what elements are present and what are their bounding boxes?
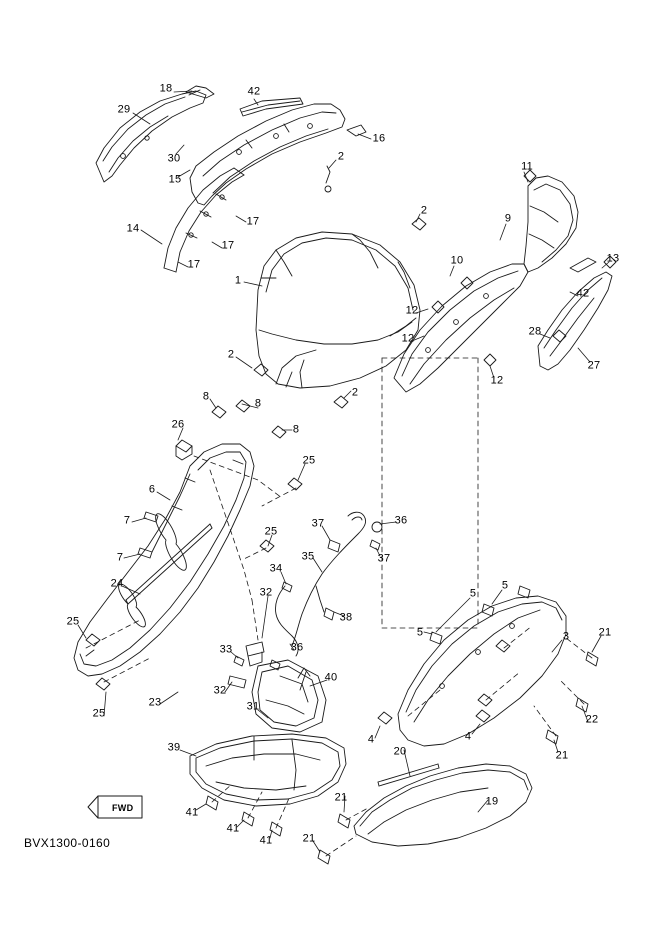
callout-number: 17 [246,215,260,228]
callout-number: 21 [555,749,569,762]
callout-number: 5 [416,626,424,639]
diagram-part-code: BVX1300-0160 [24,836,111,850]
callout-number: 2 [420,204,428,217]
callout-number: 4 [464,730,472,743]
fwd-direction-label: FWD [112,803,134,813]
callout-number: 27 [587,359,601,372]
callout-number: 7 [123,514,131,527]
callout-number: 29 [117,103,131,116]
callout-number: 14 [126,222,140,235]
callout-number: 10 [450,254,464,267]
callout-number: 37 [311,517,325,530]
callout-number: 34 [269,562,283,575]
callout-number: 4 [367,733,375,746]
callout-number: 42 [576,287,590,300]
callout-number: 41 [226,822,240,835]
callout-number: 18 [159,82,173,95]
callout-number: 25 [66,615,80,628]
callout-number: 22 [585,713,599,726]
callout-number: 11 [521,160,533,173]
callout-number: 6 [148,483,156,496]
callout-number: 36 [394,514,408,527]
callout-number: 32 [259,586,273,599]
callout-number: 9 [504,212,512,225]
callout-number: 21 [598,626,612,639]
callout-number: 25 [302,454,316,467]
callout-number: 30 [167,152,181,165]
callout-number: 31 [246,700,260,713]
callout-number: 8 [292,423,300,436]
callout-number: 39 [167,741,181,754]
callout-number: 17 [187,258,201,271]
callout-number: 37 [377,552,391,565]
callout-number: 33 [219,643,233,656]
callout-number: 28 [528,325,542,338]
callout-number: 2 [337,150,345,163]
callout-number: 13 [606,252,620,265]
callout-number: 12 [401,332,415,345]
callout-number: 26 [171,418,185,431]
callout-number: 42 [247,85,261,98]
callout-number: 36 [290,641,304,654]
callout-number: 25 [264,525,278,538]
callout-number: 20 [393,745,407,758]
callout-number: 7 [116,551,124,564]
callout-number: 21 [302,832,316,845]
callout-number: 17 [221,239,235,252]
callout-number: 41 [185,806,199,819]
callout-number: 21 [334,791,348,804]
callout-number: 24 [110,577,124,590]
callout-number: 8 [254,397,262,410]
callout-number: 5 [469,587,477,600]
callout-number: 1 [234,274,242,287]
callout-number: 12 [490,374,504,387]
callout-number: 23 [148,696,162,709]
callout-number: 16 [372,132,386,145]
callout-number: 8 [202,390,210,403]
callout-number: 38 [339,611,353,624]
callout-number: 19 [485,795,499,808]
callout-number: 5 [501,579,509,592]
callout-number: 12 [405,304,419,317]
callout-number: 2 [227,348,235,361]
callout-number: 15 [168,173,182,186]
callout-number: 35 [301,550,315,563]
callout-number: 40 [324,671,338,684]
callout-number: 32 [213,684,227,697]
callout-number: 41 [259,834,273,847]
callout-number: 3 [562,630,570,643]
callout-number: 25 [92,707,106,720]
callout-number: 2 [351,386,359,399]
